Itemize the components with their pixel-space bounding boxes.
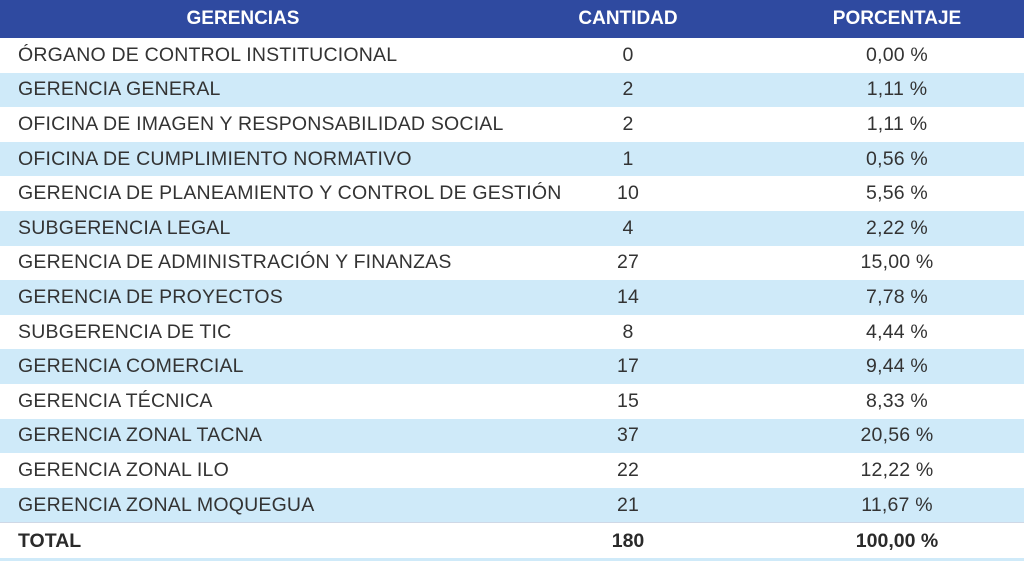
cell-gerencia: SUBGERENCIA DE TIC xyxy=(18,320,232,343)
cell-cantidad: 4 xyxy=(622,216,634,239)
cell-porcentaje: 15,00 % xyxy=(860,251,934,274)
cell-gerencia: GERENCIA ZONAL TACNA xyxy=(18,424,263,447)
cell-cantidad: 37 xyxy=(616,424,640,447)
header-gerencias: GERENCIAS xyxy=(186,8,300,29)
header-porcentaje: PORCENTAJE xyxy=(832,8,962,29)
cell-porcentaje: 11,67 % xyxy=(861,493,933,516)
cell-porcentaje: 0,00 % xyxy=(866,43,928,66)
cell-porcentaje: 9,44 % xyxy=(866,355,928,378)
cell-gerencia: GERENCIA ZONAL MOQUEGUA xyxy=(18,493,315,516)
cell-cantidad: 27 xyxy=(616,251,640,274)
cell-cantidad: 17 xyxy=(616,355,640,378)
cell-gerencia: GERENCIA ZONAL ILO xyxy=(18,458,229,481)
table-row xyxy=(0,453,1024,488)
cell-porcentaje: 4,44 % xyxy=(866,320,928,343)
cell-gerencia: SUBGERENCIA LEGAL xyxy=(18,216,231,239)
table-row xyxy=(0,280,1024,315)
cell-gerencia: GERENCIA TÉCNICA xyxy=(18,389,213,412)
cell-cantidad: 14 xyxy=(616,285,640,308)
cell-gerencia: OFICINA DE CUMPLIMIENTO NORMATIVO xyxy=(18,147,412,170)
table-row xyxy=(0,246,1024,281)
cell-cantidad: 2 xyxy=(622,112,634,135)
cell-cantidad: 15 xyxy=(616,389,640,412)
table-row xyxy=(0,142,1024,177)
cell-cantidad: 8 xyxy=(622,320,634,343)
cell-gerencia: GERENCIA DE PLANEAMIENTO Y CONTROL DE GESTIÓN xyxy=(18,182,562,205)
table-body xyxy=(0,38,1024,522)
table-row xyxy=(0,488,1024,523)
cell-cantidad: 22 xyxy=(616,458,640,481)
table-row xyxy=(0,73,1024,108)
total-porcentaje: 100,00 % xyxy=(855,529,939,552)
cell-porcentaje: 12,22 % xyxy=(860,458,934,481)
cell-gerencia: GERENCIA COMERCIAL xyxy=(18,355,244,378)
table-row xyxy=(0,384,1024,419)
total-row xyxy=(0,522,1024,559)
table-row xyxy=(0,419,1024,454)
total-label: TOTAL xyxy=(18,529,82,552)
cell-cantidad: 10 xyxy=(616,182,640,205)
cell-cantidad: 1 xyxy=(622,147,634,170)
cell-porcentaje: 20,56 % xyxy=(860,424,934,447)
cell-gerencia: GERENCIA GENERAL xyxy=(18,78,221,101)
cell-cantidad: 21 xyxy=(616,493,640,516)
cell-gerencia: GERENCIA DE PROYECTOS xyxy=(18,285,283,308)
cell-gerencia: OFICINA DE IMAGEN Y RESPONSABILIDAD SOCIAL xyxy=(18,112,504,135)
table-header xyxy=(0,0,1024,38)
cell-porcentaje: 1,11 % xyxy=(866,112,928,135)
header-cantidad: CANTIDAD xyxy=(578,8,678,29)
cell-gerencia: ÓRGANO DE CONTROL INSTITUCIONAL xyxy=(18,43,398,66)
total-cantidad: 180 xyxy=(611,529,645,552)
cell-porcentaje: 2,22 % xyxy=(866,216,928,239)
table-row xyxy=(0,211,1024,246)
cell-porcentaje: 5,56 % xyxy=(866,182,928,205)
table-row xyxy=(0,176,1024,211)
table-row xyxy=(0,315,1024,350)
cell-porcentaje: 0,56 % xyxy=(866,147,928,170)
table-row xyxy=(0,107,1024,142)
table-row xyxy=(0,349,1024,384)
cell-cantidad: 0 xyxy=(622,43,634,66)
table-row xyxy=(0,38,1024,73)
cell-porcentaje: 8,33 % xyxy=(866,389,928,412)
cell-porcentaje: 7,78 % xyxy=(866,285,928,308)
cell-gerencia: GERENCIA DE ADMINISTRACIÓN Y FINANZAS xyxy=(18,251,452,274)
cell-cantidad: 2 xyxy=(622,78,634,101)
cell-porcentaje: 1,11 % xyxy=(866,78,928,101)
